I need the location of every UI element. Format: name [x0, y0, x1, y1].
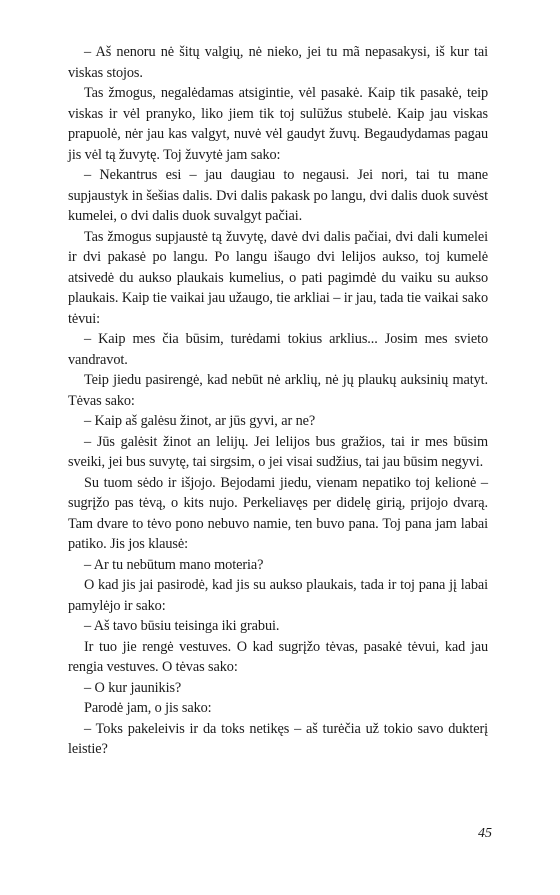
paragraph: – Ar tu nebūtum mano moteria?: [84, 556, 264, 573]
paragraph: – Aš tavo būsiu teisinga iki grabui.: [84, 618, 280, 634]
page-text: [68, 42, 488, 760]
paragraph: – Kaip mes čia būsim, turėdami tokius arklius... Josim mes svieto vandravot.: [68, 331, 488, 368]
paragraph: – Toks pakeleivis ir da toks netikęs – aš turėčia už tokio savo dukterį leistie?: [68, 720, 488, 757]
paragraph: – Nekantrus esi – jau daugiau to negausi. Jei nori, tai tu mane supjaustyk in šešias dalis. Dvi dalis pakask po langu, dvi dalis duok suvėst kumelei, o dvi dalis duok suvalgyt pačiai.: [68, 167, 488, 224]
paragraph: Parodė jam, o jis sako:: [84, 700, 212, 716]
page-number: 45: [478, 826, 492, 841]
paragraph: Tas žmogus, negalėdamas atsigintie, vėl pasakė. Kaip tik pasakė, teip viskas ir vėl pranyko, liko jiem tik toj sulūžus stubelė. Kaip jau viskas prapuolė, nėr jau kas valgyt, nuvė vėl gaudyt žuvų. Begaudydamas pagau jis vėl tą žuvytę. Toj žuvytė jam sako:: [68, 85, 488, 163]
paragraph: Ir tuo jie rengė vestuves. O kad sugrįžo tėvas, pasakė tėvui, kad jau rengia vestuves. O tėvas sako:: [68, 638, 488, 675]
paragraph: – O kur jaunikis?: [84, 679, 182, 696]
paragraph: – Jūs galėsit žinot an lelijų. Jei lelijos bus gražios, tai ir mes būsim sveiki, jei bus suvytę, tai sirgsim, o jei visai sudžius, tai jau būsim negyvi.: [68, 433, 488, 470]
paragraph: Su tuom sėdo ir išjojo. Bejodami jiedu, vienam nepatiko toj kelionė – sugrįžo pas tėvą, o kits nujo. Perkeliavęs per didelę girią, prijojo dvarą. Tam dvare to tėvo pono nebuvo namie, ten buvo pana. Toj pana jam labai patiko. Jis jos klausė:: [68, 474, 488, 552]
paragraph: – Kaip aš galėsu žinot, ar jūs gyvi, ar ne?: [84, 413, 316, 429]
paragraph: Tas žmogus supjaustė tą žuvytę, davė dvi dalis pačiai, dvi dali kumelei ir dvi pakasė po langu. Po langu išaugo dvi lelijos aukso, toj kumelė atsivedė du aukso plaukais kumelius, o pati pagimdė du vaiku su aukso plaukais. Kaip tie vaikai jau užaugo, tie arkliai – ir jau, tada tie vaikai sako tėvui:: [68, 228, 488, 327]
paragraph: Teip jiedu pasirengė, kad nebūt nė arklių, nė jų plaukų auksinių matyt. Tėvas sako:: [68, 372, 488, 409]
paragraph: – Aš nenoru nė šitų valgių, nė nieko, jei tu mã nepasakysi, iš kur tai viskas stojos.: [68, 44, 488, 81]
paragraph: O kad jis jai pasirodė, kad jis su aukso plaukais, tada ir toj pana jį labai pamylėjo ir sako:: [68, 577, 488, 614]
